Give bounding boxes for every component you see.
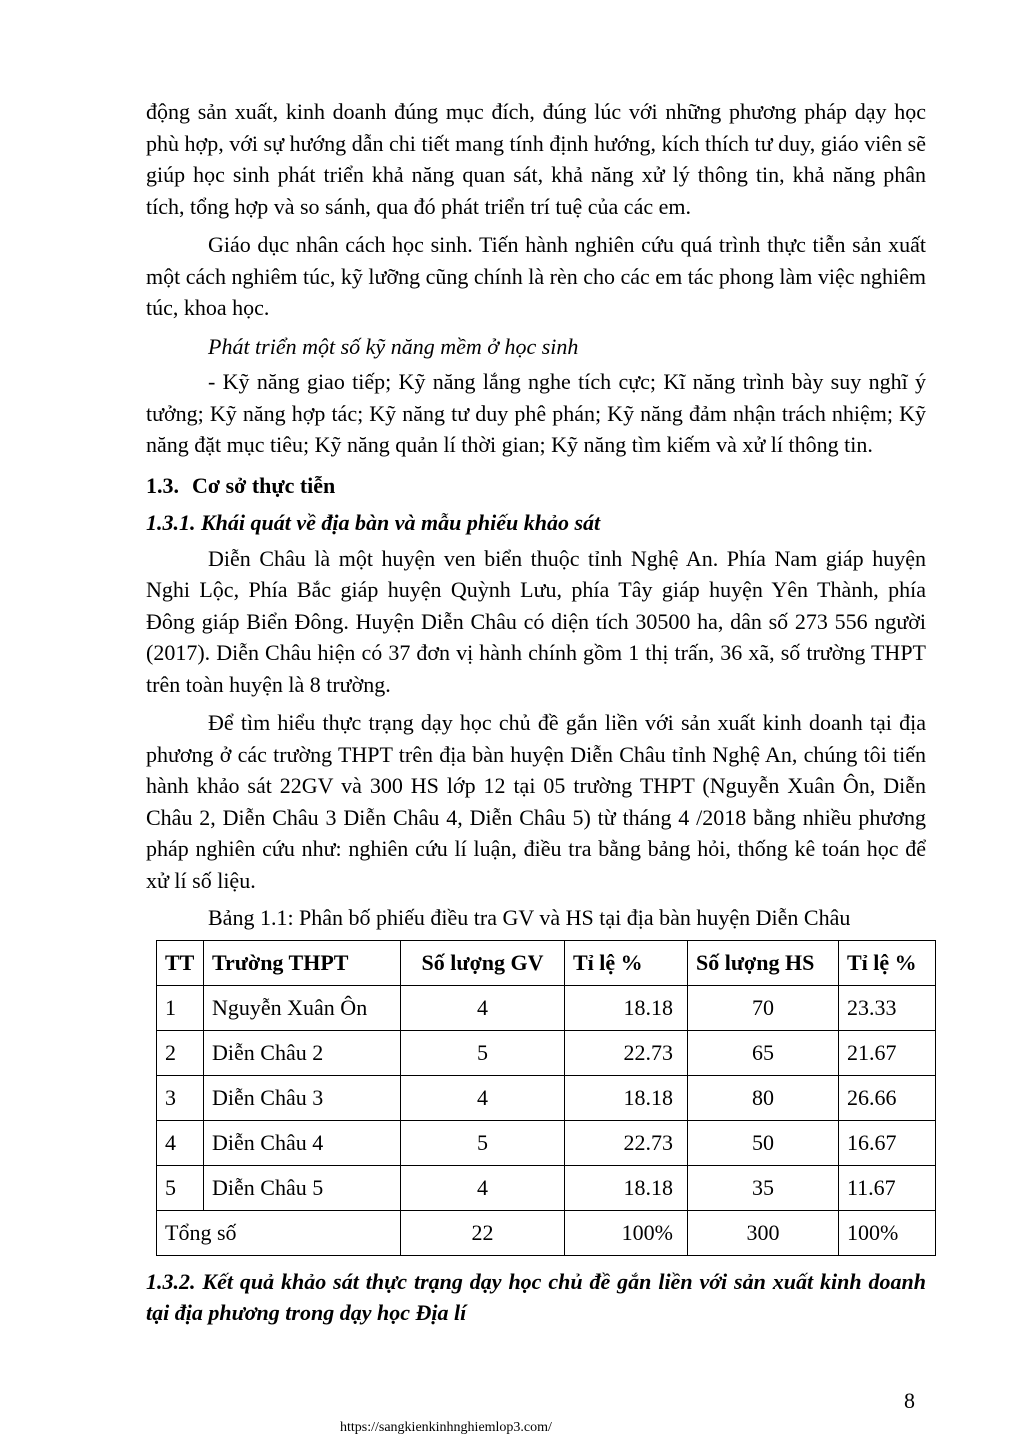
cell-student-percent: 26.66	[839, 1075, 936, 1120]
cell-teacher-count: 4	[401, 985, 565, 1030]
cell-teacher-percent: 18.18	[565, 1075, 688, 1120]
cell-teacher-percent: 22.73	[565, 1030, 688, 1075]
footer-url-link[interactable]: https://sangkienkinhnghiemlop3.com/	[340, 1420, 552, 1435]
cell-student-count: 50	[688, 1120, 839, 1165]
cell-total-label: Tổng số	[157, 1210, 401, 1255]
cell-total-teacher-percent: 100%	[565, 1210, 688, 1255]
header-tt: TT	[157, 940, 204, 985]
header-student-count: Số lượng HS	[688, 940, 839, 985]
paragraph-1: động sản xuất, kinh doanh đúng mục đích, đúng lúc với những phương pháp dạy học phù hợp, với sự hướng dẫn chi tiết mang tính định hướng, kích thích tư duy, giáo viên sẽ giúp học sinh phát triển khả năng quan sát, khả năng xử lý thông tin, khả năng phân tích, tổng hợp và so sánh, qua đó phát triển trí tuệ của các em.	[146, 99, 926, 219]
cell-student-count: 65	[688, 1030, 839, 1075]
cell-teacher-count: 4	[401, 1165, 565, 1210]
header-student-percent: Tỉ lệ %	[839, 940, 936, 985]
table-row	[157, 1120, 936, 1165]
cell-school: Diễn Châu 3	[204, 1075, 401, 1120]
cell-teacher-percent: 22.73	[565, 1120, 688, 1165]
table-row	[157, 1030, 936, 1075]
cell-tt: 4	[157, 1120, 204, 1165]
cell-student-percent: 23.33	[839, 985, 936, 1030]
cell-school: Diễn Châu 5	[204, 1165, 401, 1210]
cell-teacher-count: 5	[401, 1030, 565, 1075]
header-teacher-percent: Tỉ lệ %	[565, 940, 688, 985]
paragraph-dien-chau: Diễn Châu là một huyện ven biển thuộc tỉnh Nghệ An. Phía Nam giáp huyện Nghi Lộc, Phía Bắc giáp huyện Quỳnh Lưu, phía Tây giáp huyện Yên Thành, phía Đông giáp Biển Đông. Huyện Diễn Châu có diện tích 30500 ha, dân số 273 556 người (2017). Diễn Châu hiện có 37 đơn vị hành chính gồm 1 thị trấn, 36 xã, số trường THPT trên toàn huyện là 8 trường.	[146, 545, 926, 697]
section-title: Cơ sở thực tiễn	[192, 472, 336, 498]
cell-teacher-count: 4	[401, 1075, 565, 1120]
table-total-row	[157, 1210, 936, 1255]
table-caption: Bảng 1.1: Phân bố phiếu điều tra GV và HS tại địa bàn huyện Diễn Châu	[208, 905, 851, 930]
cell-total-teacher-count: 22	[401, 1210, 565, 1255]
cell-tt: 1	[157, 985, 204, 1030]
cell-school: Nguyễn Xuân Ôn	[204, 985, 401, 1030]
cell-student-count: 80	[688, 1075, 839, 1120]
table-row	[157, 1165, 936, 1210]
cell-school: Diễn Châu 2	[204, 1030, 401, 1075]
section-heading-1-3-2: 1.3.2. Kết quả khảo sát thực trạng dạy học chủ đề gắn liền với sản xuất kinh doanh tại địa phương trong dạy học Địa lí	[146, 1268, 926, 1325]
section-number: 1.3.	[146, 472, 179, 498]
cell-total-student-count: 300	[688, 1210, 839, 1255]
table-header-row	[157, 940, 936, 985]
cell-teacher-percent: 18.18	[565, 985, 688, 1030]
section-heading-1-3-1: 1.3.1. Khái quát về địa bàn và mẫu phiếu khảo sát	[146, 510, 601, 535]
survey-table	[156, 940, 936, 1256]
page-number: 8	[904, 1388, 915, 1413]
cell-student-percent: 16.67	[839, 1120, 936, 1165]
cell-student-percent: 11.67	[839, 1165, 936, 1210]
header-teacher-count: Số lượng GV	[401, 940, 565, 985]
cell-student-count: 35	[688, 1165, 839, 1210]
paragraph-soft-skills-list: - Kỹ năng giao tiếp; Kỹ năng lắng nghe tích cực; Kĩ năng trình bày suy nghĩ ý tưởng; Kỹ năng hợp tác; Kỹ năng tư duy phê phán; Kỹ năng đảm nhận trách nhiệm; Kỹ năng đặt mục tiêu; Kỹ năng quản lí thời gian; Kỹ năng tìm kiếm và xử lí thông tin.	[146, 369, 926, 457]
cell-tt: 5	[157, 1165, 204, 1210]
section-heading-1-3	[146, 470, 926, 502]
paragraph-survey: Để tìm hiểu thực trạng dạy học chủ đề gắn liền với sản xuất kinh doanh tại địa phương ở các trường THPT trên địa bàn huyện Diễn Châu tỉnh Nghệ An, chúng tôi tiến hành khảo sát 22GV và 300 HS lớp 12 tại 05 trường THPT (Nguyễn Xuân Ôn, Diễn Châu 2, Diễn Châu 3 Diễn Châu 4, Diễn Châu 5) từ tháng 4 /2018 bằng nhiều phương pháp nghiên cứu như: nghiên cứu lí luận, điều tra bằng bảng hỏi, thống kê toán học để xử lí số liệu.	[146, 710, 926, 893]
paragraph-2: Giáo dục nhân cách học sinh. Tiến hành nghiên cứu quá trình thực tiễn sản xuất một cách nghiêm túc, kỹ lưỡng cũng chính là rèn cho các em tác phong làm việc nghiêm túc, khoa học.	[146, 232, 926, 320]
document-page	[146, 96, 926, 1329]
paragraph-soft-skills-heading: Phát triển một số kỹ năng mềm ở học sinh	[208, 333, 579, 359]
cell-school: Diễn Châu 4	[204, 1120, 401, 1165]
table-row	[157, 1075, 936, 1120]
cell-tt: 2	[157, 1030, 204, 1075]
cell-teacher-percent: 18.18	[565, 1165, 688, 1210]
cell-total-student-percent: 100%	[839, 1210, 936, 1255]
cell-student-percent: 21.67	[839, 1030, 936, 1075]
cell-student-count: 70	[688, 985, 839, 1030]
cell-teacher-count: 5	[401, 1120, 565, 1165]
table-row	[157, 985, 936, 1030]
cell-tt: 3	[157, 1075, 204, 1120]
header-school: Trường THPT	[204, 940, 401, 985]
